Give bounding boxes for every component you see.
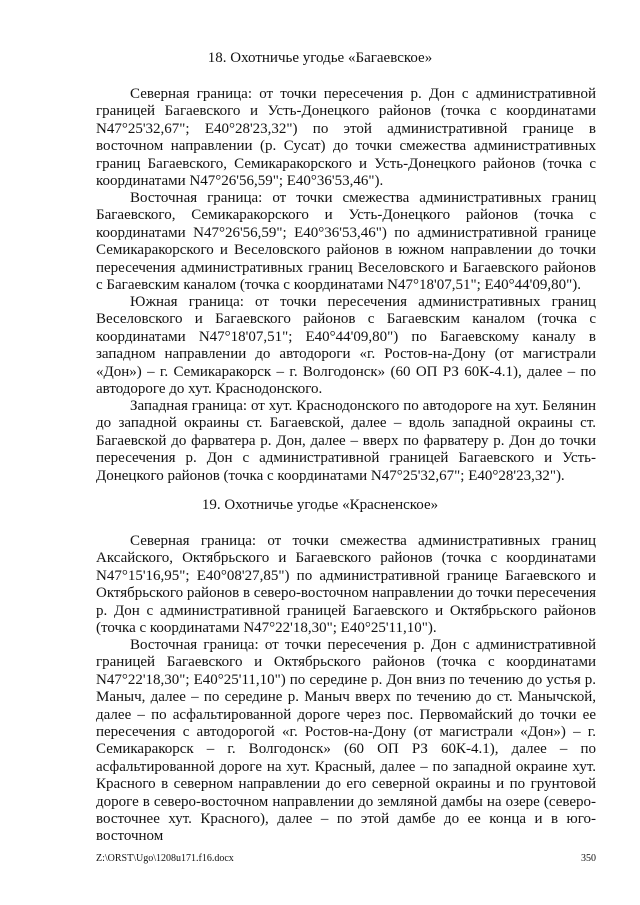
footer-page-number: 350: [581, 853, 596, 864]
section-18-north-border: Северная граница: от точки пересечения р. Дон с административной границей Багаевского и Усть-Донецкого районов (точка с координатами N47°25'32,67"; E40°28'23,32") по этой административной границе в восточном направлении (р. Сусат) до точки смежества административных границ Багаевского, Семикаракорского и Усть-Донецкого районов (точка с координатами N47°26'56,59"; E40°36'53,46").: [96, 86, 596, 190]
section-19-north-border: Северная граница: от точки смежества административных границ Аксайского, Октябрьского и Багаевского районов (точка с координатами N47°15'16,95"; E40°08'27,85") по административной границе Багаевского и Октябрьского районов в северо-восточном направлении до точки пересечения р. Дон с административной границей Багаевского и Октябрьского районов (точка с координатами N47°22'18,30"; E40°25'11,10").: [96, 533, 596, 637]
section-18-heading: 18. Охотничье угодье «Багаевское»: [207, 50, 433, 66]
footer-file-path: Z:\ORST\Ugo\1208u171.f16.docx: [96, 853, 234, 864]
section-18-south-border: Южная граница: от точки пересечения административных границ Веселовского и Багаевского районов с Багаевским каналом (точка с координатами N47°18'07,51"; E40°44'09,80") по Багаевскому каналу в западном направлении до автодороги «г. Ростов-на-Дону (от магистрали «Дон») – г. Семикаракорск – г. Волгодонск» (60 ОП РЗ 60К-4.1), далее – по автодороге до хут. Краснодонского.: [96, 294, 596, 398]
section-19-east-border: Восточная граница: от точки пересечения р. Дон с административной границей Багаевского и Октябрьского районов (точка с координатами N47°22'18,30"; E40°25'11,10") по середине р. Дон вниз по течению до устья р. Маныч, далее – по середине р. Маныч вверх по течению до ст. Манычской, далее – по асфальтированной дороге через пос. Первомайский до точки ее пересечения с автодорогой «г. Ростов-на-Дону (от магистрали «Дон») – г. Семикаракорск – г. Волгодонск» (60 ОП РЗ 60К-4.1), далее – по асфальтированной дороге на хут. Красный, далее – по западной окраине хут. Красного в северном направлении до его северной окраины и по грунтовой дороге в северо-восточном направлении до земляной дамбы на озере (северо-восточнее хут. Красного), далее – по этой дамбе до ее конца и в юго-восточном: [96, 637, 596, 845]
section-19-heading: 19. Охотничье угодье «Красненское»: [201, 497, 439, 513]
section-18-west-border: Западная граница: от хут. Краснодонского по автодороге на хут. Белянин до западной окраины ст. Багаевской, далее – вдоль западной окраины ст. Багаевской до фарватера р. Дон, далее – вверх по фарватеру р. Дон до точки пересечения р. Дон с административной границей Багаевского и Усть-Донецкого районов (точка с координатами N47°25'32,67"; E40°28'23,32").: [96, 398, 596, 484]
section-18-east-border: Восточная граница: от точки смежества административных границ Багаевского, Семикаракорского и Усть-Донецкого районов (точка с координатами N47°26'56,59"; E40°36'53,46") по административной границе Семикаракорского и Веселовского районов в южном направлении до точки пересечения административных границ Веселовского и Багаевского районов с Багаевским каналом (точка с координатами N47°18'07,51"; E40°44'09,80").: [96, 190, 596, 294]
